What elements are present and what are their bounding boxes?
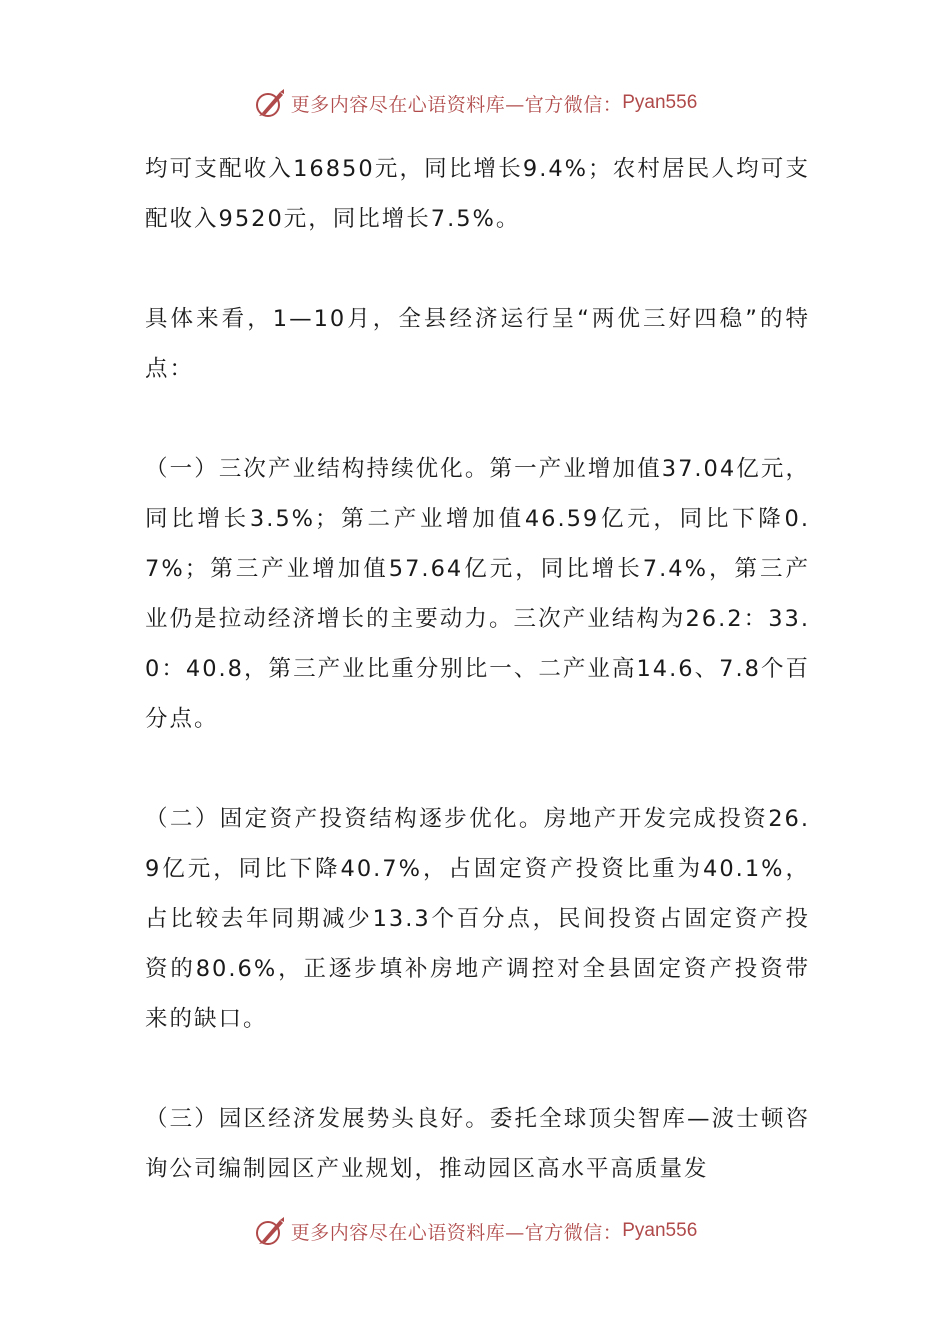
paragraph-spacer [145,744,810,794]
watermark-wechat-id: Pyan556 [622,1220,698,1241]
paragraph-income: 均可支配收入16850元，同比增长9.4%；农村居民人均可支配收入9520元，同比增长7.5%。 [145,156,810,232]
watermark-text: 更多内容尽在心语资料库—官方微信： [290,1221,623,1244]
paragraph-spacer [145,1044,810,1094]
quill-pen-logo-icon [253,1214,287,1248]
paragraph-industry-structure: （一）三次产业结构持续优化。第一产业增加值37.04亿元，同比增长3.5%；第二产业增加值46.59亿元，同比下降0.7%；第三产业增加值57.64亿元，同比增长7.4%，第三产业仍是拉动经济增长的主要动力。三次产业结构为26.2：33.0：40.8，第三产业比重分别比一、二产业高14.6、7.8个百分点。 [145,456,810,732]
paragraph-park-economy: （三）园区经济发展势头良好。委托全球顶尖智库—波士顿咨询公司编制园区产业规划，推动园区高水平高质量发 [145,1106,810,1182]
paragraph-spacer [145,244,810,294]
header-watermark [0,83,950,123]
paragraph-overview: 具体来看，1—10月，全县经济运行呈“两优三好四稳”的特点： [145,306,810,382]
document-body [145,144,810,1194]
footer-watermark [0,1211,950,1251]
paragraph-spacer [145,394,810,444]
watermark-wechat-id: Pyan556 [622,92,698,113]
quill-pen-logo-icon [253,86,287,120]
watermark-text: 更多内容尽在心语资料库—官方微信： [290,93,623,116]
paragraph-fixed-investment: （二）固定资产投资结构逐步优化。房地产开发完成投资26.9亿元，同比下降40.7%，占固定资产投资比重为40.1%，占比较去年同期减少13.3个百分点，民间投资占固定资产投资的80.6%，正逐步填补房地产调控对全县固定资产投资带来的缺口。 [145,806,810,1032]
